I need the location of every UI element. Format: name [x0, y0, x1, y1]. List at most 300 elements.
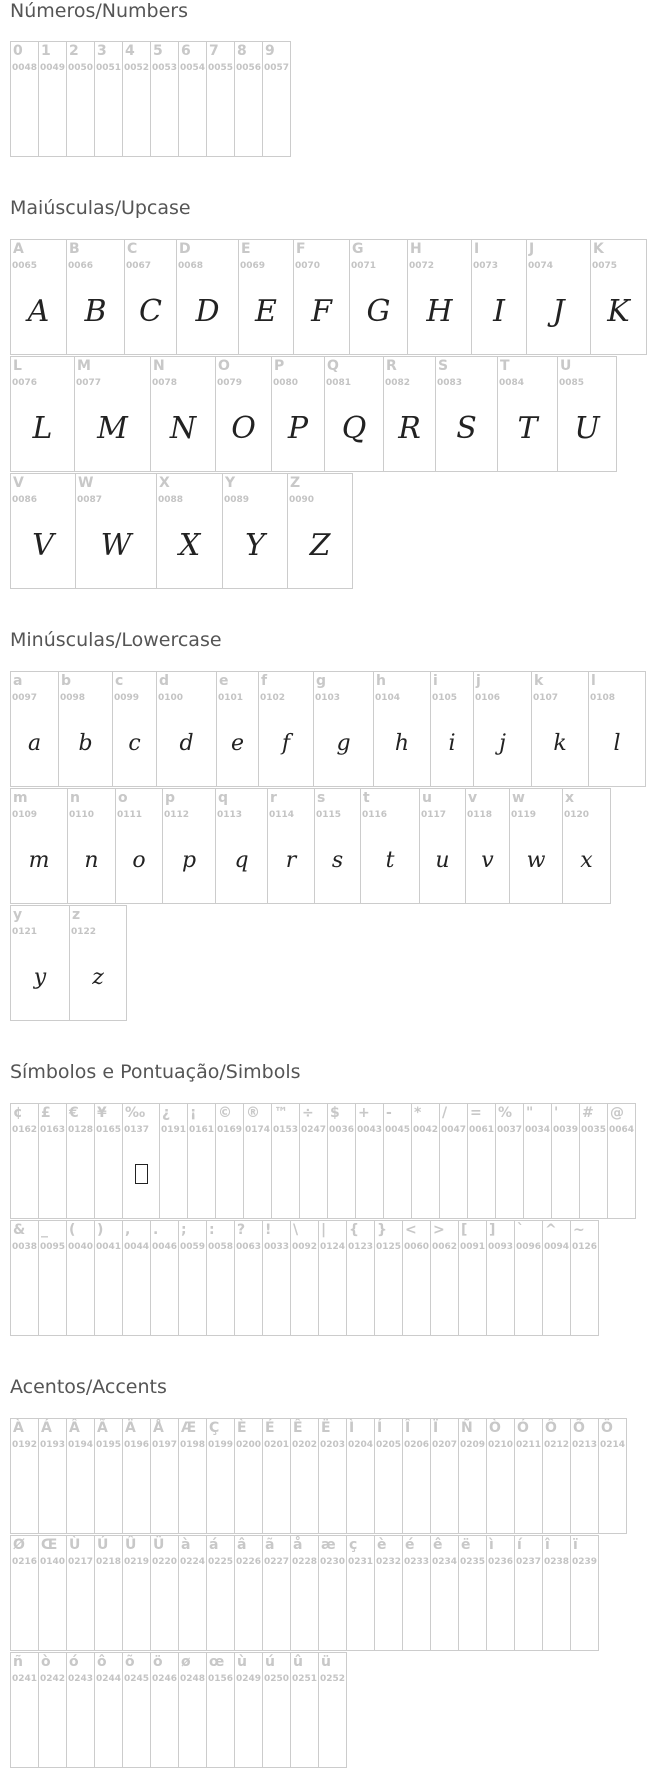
cell-char-code: 0035 — [581, 1125, 607, 1135]
cell-char-code: 0115 — [316, 810, 342, 820]
glyph-cell — [234, 1535, 263, 1651]
cell-character-label: ~ — [573, 1222, 585, 1238]
cell-character-label: ø — [181, 1654, 191, 1670]
cell-char-code: 0196 — [124, 1440, 150, 1450]
cell-char-code: 0060 — [404, 1242, 430, 1252]
cell-char-code: 0073 — [473, 261, 499, 271]
glyph-cell — [122, 1535, 151, 1651]
cell-character-label: Ê — [293, 1420, 303, 1436]
cell-char-code: 0217 — [68, 1557, 94, 1567]
cell-char-code: 0086 — [12, 495, 38, 505]
glyph-cell — [178, 1418, 207, 1534]
glyph-cell — [509, 788, 563, 904]
glyph-preview: v — [481, 848, 494, 873]
glyph-cell — [38, 1418, 67, 1534]
glyph-cell — [458, 1418, 487, 1534]
glyph-cell — [69, 905, 127, 1021]
cell-character-label: J — [529, 241, 535, 257]
cell-character-label: Ñ — [461, 1420, 473, 1436]
glyph-row — [10, 356, 616, 472]
glyph-cell — [178, 41, 207, 157]
cell-character-label: £ — [41, 1105, 51, 1121]
cell-character-label: & — [13, 1222, 26, 1238]
glyph-cell — [10, 239, 67, 355]
cell-character-label: ¡ — [190, 1105, 197, 1121]
glyph-cell — [402, 1535, 431, 1651]
cell-char-code: 0070 — [295, 261, 321, 271]
glyph-preview: l — [613, 731, 621, 756]
cell-char-code: 0241 — [12, 1674, 38, 1684]
glyph-cell — [598, 1418, 627, 1534]
glyph-cell — [458, 1220, 487, 1336]
cell-character-label: z — [72, 907, 81, 923]
glyph-cell — [159, 1103, 188, 1219]
glyph-cell — [318, 1220, 347, 1336]
cell-char-code: 0111 — [117, 810, 143, 820]
cell-char-code: 0094 — [544, 1242, 570, 1252]
cell-char-code: 0074 — [528, 261, 554, 271]
cell-character-label: * — [414, 1105, 422, 1121]
cell-character-label: Ú — [97, 1537, 109, 1553]
cell-character-label: Q — [327, 358, 339, 374]
cell-char-code: 0087 — [77, 495, 103, 505]
cell-character-label: W — [78, 475, 94, 491]
cell-character-label: r — [270, 790, 277, 806]
glyph-cell — [10, 671, 59, 787]
cell-character-label: = — [470, 1105, 482, 1121]
cell-char-code: 0219 — [124, 1557, 150, 1567]
glyph-cell — [374, 1535, 403, 1651]
cell-character-label: o — [118, 790, 128, 806]
cell-character-label: 3 — [97, 43, 107, 59]
cell-character-label: à — [181, 1537, 191, 1553]
cell-char-code: 0220 — [152, 1557, 178, 1567]
glyph-cell — [570, 1220, 599, 1336]
glyph-preview: f — [281, 731, 291, 756]
cell-character-label: ; — [181, 1222, 187, 1238]
glyph-cell — [94, 1535, 123, 1651]
cell-character-label: ù — [237, 1654, 247, 1670]
glyph-cell — [262, 1535, 291, 1651]
glyph-cell — [10, 356, 75, 472]
cell-character-label: ì — [489, 1537, 494, 1553]
glyph-preview: E — [255, 294, 277, 329]
cell-char-code: 0039 — [553, 1125, 579, 1135]
cell-char-code: 0072 — [409, 261, 435, 271]
cell-char-code: 0252 — [320, 1674, 346, 1684]
glyph-preview: X — [178, 528, 201, 563]
glyph-preview: A — [27, 294, 50, 329]
glyph-cell — [74, 356, 151, 472]
cell-char-code: 0092 — [292, 1242, 318, 1252]
cell-character-label: \ — [293, 1222, 299, 1238]
cell-char-code: 0049 — [40, 63, 66, 73]
glyph-cell — [486, 1535, 515, 1651]
cell-character-label: F — [296, 241, 306, 257]
cell-character-label: P — [274, 358, 285, 374]
cell-char-code: 0046 — [152, 1242, 178, 1252]
cell-char-code: 0062 — [432, 1242, 458, 1252]
cell-character-label: D — [179, 241, 191, 257]
glyph-cell — [290, 1652, 319, 1768]
glyph-cell — [150, 1652, 179, 1768]
cell-char-code: 0091 — [460, 1242, 486, 1252]
glyph-preview: H — [426, 294, 453, 329]
glyph-cell — [38, 1220, 67, 1336]
glyph-cell — [411, 1103, 440, 1219]
glyph-cell — [238, 239, 294, 355]
cell-character-label: , — [125, 1222, 131, 1238]
glyph-cell — [94, 1652, 123, 1768]
glyph-cell — [67, 788, 116, 904]
glyph-cell — [150, 1220, 179, 1336]
cell-char-code: 0066 — [68, 261, 94, 271]
cell-character-label: ] — [489, 1222, 496, 1238]
cell-char-code: 0198 — [180, 1440, 206, 1450]
glyph-cell — [313, 671, 374, 787]
cell-character-label: e — [219, 673, 229, 689]
cell-character-label: ` — [517, 1222, 524, 1238]
cell-char-code: 0055 — [208, 63, 234, 73]
cell-character-label: L — [13, 358, 22, 374]
glyph-preview: h — [394, 731, 410, 756]
glyph-cell — [156, 671, 217, 787]
glyph-cell — [402, 1418, 431, 1534]
cell-character-label: : — [209, 1222, 215, 1238]
glyph-cell — [557, 356, 617, 472]
cell-character-label: 5 — [153, 43, 163, 59]
glyph-cell — [486, 1418, 515, 1534]
glyph-cell — [430, 671, 474, 787]
cell-char-code: 0038 — [12, 1242, 38, 1252]
glyph-row — [10, 239, 646, 355]
glyph-cell — [122, 41, 151, 157]
glyph-cell — [10, 905, 70, 1021]
cell-character-label: . — [153, 1222, 159, 1238]
glyph-row — [10, 473, 352, 589]
glyph-cell — [156, 473, 223, 589]
cell-char-code: 0036 — [329, 1125, 355, 1135]
cell-char-code: 0250 — [264, 1674, 290, 1684]
cell-char-code: 0057 — [264, 63, 290, 73]
glyph-cell — [234, 1652, 263, 1768]
cell-character-label: Y — [225, 475, 236, 491]
glyph-cell — [10, 1103, 39, 1219]
cell-char-code: 0047 — [441, 1125, 467, 1135]
glyph-cell — [471, 239, 527, 355]
glyph-cell — [383, 1103, 412, 1219]
glyph-cell — [150, 356, 216, 472]
cell-character-label: õ — [125, 1654, 135, 1670]
cell-char-code: 0063 — [236, 1242, 262, 1252]
cell-character-label: Ù — [69, 1537, 81, 1553]
glyph-preview: N — [169, 411, 197, 446]
cell-char-code: 0098 — [60, 693, 86, 703]
cell-character-label: Í — [377, 1420, 383, 1436]
cell-character-label: ü — [321, 1654, 331, 1670]
cell-char-code: 0045 — [385, 1125, 411, 1135]
cell-character-label: è — [377, 1537, 387, 1553]
cell-character-label: g — [316, 673, 327, 689]
cell-char-code: 0174 — [245, 1125, 271, 1135]
glyph-cell — [514, 1418, 543, 1534]
glyph-cell — [262, 1418, 291, 1534]
glyph-cell — [318, 1652, 347, 1768]
cell-character-label: ë — [461, 1537, 471, 1553]
glyph-preview: D — [195, 294, 220, 329]
cell-char-code: 0082 — [385, 378, 411, 388]
cell-character-label: d — [159, 673, 170, 689]
cell-character-label: ç — [349, 1537, 358, 1553]
cell-char-code: 0169 — [217, 1125, 243, 1135]
cell-character-label: ^ — [545, 1222, 557, 1238]
glyph-preview: O — [231, 411, 256, 446]
cell-character-label: l — [591, 673, 596, 689]
glyph-cell — [222, 473, 288, 589]
cell-char-code: 0163 — [40, 1125, 66, 1135]
cell-character-label: w — [512, 790, 525, 806]
glyph-cell — [66, 1220, 95, 1336]
glyph-cell — [495, 1103, 524, 1219]
glyph-cell — [94, 1220, 123, 1336]
glyph-preview: m — [28, 848, 50, 873]
cell-character-label: Ö — [601, 1420, 613, 1436]
glyph-cell — [66, 1652, 95, 1768]
cell-char-code: 0128 — [68, 1125, 94, 1135]
cell-char-code: 0041 — [96, 1242, 122, 1252]
cell-char-code: 0043 — [357, 1125, 383, 1135]
glyph-cell — [579, 1103, 608, 1219]
cell-char-code: 0076 — [12, 378, 38, 388]
glyph-cell — [327, 1103, 356, 1219]
glyph-cell — [467, 1103, 496, 1219]
cell-char-code: 0108 — [590, 693, 616, 703]
cell-char-code: 0117 — [421, 810, 447, 820]
cell-character-label: " — [526, 1105, 534, 1121]
glyph-cell — [346, 1220, 375, 1336]
cell-character-label: | — [321, 1222, 327, 1238]
cell-character-label: t — [363, 790, 370, 806]
glyph-cell — [590, 239, 647, 355]
glyph-cell — [324, 356, 384, 472]
cell-char-code: 0237 — [516, 1557, 542, 1567]
glyph-cell — [355, 1103, 384, 1219]
glyph-preview: d — [179, 731, 194, 756]
cell-char-code: 0230 — [320, 1557, 346, 1567]
cell-character-label: ! — [265, 1222, 272, 1238]
cell-character-label: æ — [321, 1537, 336, 1553]
glyph-cell — [290, 1418, 319, 1534]
cell-char-code: 0248 — [180, 1674, 206, 1684]
cell-character-label: T — [500, 358, 510, 374]
glyph-cell — [206, 1418, 235, 1534]
glyph-cell — [570, 1418, 599, 1534]
glyph-cell — [299, 1103, 328, 1219]
glyph-cell — [66, 1103, 95, 1219]
cell-character-label: X — [159, 475, 170, 491]
cell-char-code: 0116 — [362, 810, 388, 820]
cell-char-code: 0119 — [511, 810, 537, 820]
glyph-cell — [115, 788, 163, 904]
cell-character-label: Õ — [573, 1420, 585, 1436]
cell-char-code: 0064 — [609, 1125, 635, 1135]
cell-character-label: ¢ — [13, 1105, 23, 1121]
cell-character-label: B — [69, 241, 80, 257]
glyph-cell — [542, 1220, 571, 1336]
glyph-preview: u — [435, 848, 450, 873]
cell-char-code: 0235 — [460, 1557, 486, 1567]
cell-character-label: < — [405, 1222, 417, 1238]
glyph-cell — [458, 1535, 487, 1651]
cell-character-label: Z — [290, 475, 301, 491]
cell-character-label: # — [582, 1105, 594, 1121]
glyph-cell — [271, 356, 325, 472]
glyph-cell — [419, 788, 466, 904]
glyph-cell — [178, 1535, 207, 1651]
glyph-preview: Z — [309, 528, 331, 563]
glyph-row — [10, 41, 290, 157]
glyph-cell — [187, 1103, 216, 1219]
glyph-cell — [122, 1652, 151, 1768]
cell-character-label: N — [153, 358, 165, 374]
glyph-preview: z — [92, 965, 104, 990]
cell-character-label: H — [410, 241, 422, 257]
glyph-cell — [10, 1220, 39, 1336]
glyph-cell — [94, 1418, 123, 1534]
glyph-cell — [124, 239, 177, 355]
cell-char-code: 0199 — [208, 1440, 234, 1450]
cell-character-label: ' — [554, 1105, 559, 1121]
glyph-cell — [94, 1103, 123, 1219]
cell-char-code: 0126 — [572, 1242, 598, 1252]
glyph-preview: P — [287, 411, 309, 446]
glyph-cell — [360, 788, 420, 904]
glyph-cell — [407, 239, 472, 355]
cell-character-label: I — [474, 241, 480, 257]
glyph-cell — [588, 671, 646, 787]
cell-char-code: 0097 — [12, 693, 38, 703]
glyph-cell — [10, 1652, 39, 1768]
glyph-cell — [435, 356, 498, 472]
cell-char-code: 0077 — [76, 378, 102, 388]
cell-char-code: 0107 — [533, 693, 559, 703]
cell-character-label: À — [13, 1420, 24, 1436]
cell-char-code: 0099 — [114, 693, 140, 703]
glyph-preview: i — [448, 731, 456, 756]
glyph-cell — [262, 41, 291, 157]
cell-char-code: 0089 — [224, 495, 250, 505]
glyph-cell — [373, 671, 431, 787]
glyph-preview: g — [336, 731, 351, 756]
cell-char-code: 0238 — [544, 1557, 570, 1567]
cell-char-code: 0114 — [269, 810, 295, 820]
cell-character-label: U — [560, 358, 572, 374]
cell-char-code: 0037 — [497, 1125, 523, 1135]
cell-character-label: Å — [153, 1420, 164, 1436]
glyph-preview: V — [32, 528, 54, 563]
glyph-cell — [162, 788, 216, 904]
glyph-cell — [94, 41, 123, 157]
cell-char-code: 0081 — [326, 378, 352, 388]
cell-char-code: 0200 — [236, 1440, 262, 1450]
cell-character-label: s — [317, 790, 326, 806]
cell-char-code: 0067 — [126, 261, 152, 271]
cell-char-code: 0246 — [152, 1674, 178, 1684]
cell-char-code: 0102 — [260, 693, 286, 703]
glyph-cell — [607, 1103, 636, 1219]
cell-char-code: 0105 — [432, 693, 458, 703]
glyph-cell — [38, 1103, 67, 1219]
cell-character-label: í — [517, 1537, 522, 1553]
cell-char-code: 0042 — [413, 1125, 439, 1135]
cell-character-label: ) — [97, 1222, 104, 1238]
cell-char-code: 0201 — [264, 1440, 290, 1450]
glyph-preview: Y — [245, 528, 265, 563]
glyph-cell — [374, 1220, 403, 1336]
glyph-preview: G — [366, 294, 391, 329]
glyph-preview: B — [84, 294, 107, 329]
cell-character-label: ¥ — [97, 1105, 107, 1121]
cell-char-code: 0106 — [475, 693, 501, 703]
glyph-cell — [293, 239, 350, 355]
cell-character-label: O — [218, 358, 230, 374]
cell-character-label: % — [498, 1105, 513, 1121]
cell-char-code: 0165 — [96, 1125, 122, 1135]
cell-char-code: 0192 — [12, 1440, 38, 1450]
cell-char-code: 0191 — [161, 1125, 187, 1135]
cell-character-label: [ — [461, 1222, 468, 1238]
cell-character-label: ó — [69, 1654, 79, 1670]
glyph-cell — [287, 473, 353, 589]
cell-char-code: 0112 — [164, 810, 190, 820]
cell-char-code: 0056 — [236, 63, 262, 73]
glyph-cell — [122, 1103, 160, 1219]
glyph-cell — [290, 1535, 319, 1651]
glyph-preview: J — [552, 294, 565, 329]
cell-char-code: 0236 — [488, 1557, 514, 1567]
cell-char-code: 0226 — [236, 1557, 262, 1567]
cell-character-label: ô — [97, 1654, 107, 1670]
glyph-cell — [178, 1220, 207, 1336]
cell-char-code: 0124 — [320, 1242, 346, 1252]
cell-character-label: Á — [41, 1420, 52, 1436]
cell-character-label: / — [442, 1105, 448, 1121]
cell-character-label: y — [13, 907, 23, 923]
cell-character-label: î — [545, 1537, 550, 1553]
glyph-preview: F — [311, 294, 332, 329]
glyph-cell — [318, 1535, 347, 1651]
cell-char-code: 0110 — [69, 810, 95, 820]
cell-char-code: 0101 — [218, 693, 244, 703]
cell-char-code: 0050 — [68, 63, 94, 73]
cell-character-label: 7 — [209, 43, 219, 59]
cell-char-code: 0069 — [240, 261, 266, 271]
cell-char-code: 0225 — [208, 1557, 234, 1567]
cell-char-code: 0096 — [516, 1242, 542, 1252]
glyph-preview: c — [128, 731, 141, 756]
cell-character-label: Ì — [349, 1420, 355, 1436]
cell-character-label: Â — [69, 1420, 80, 1436]
glyph-cell — [150, 1535, 179, 1651]
glyph-cell — [465, 788, 510, 904]
cell-char-code: 0085 — [559, 378, 585, 388]
cell-char-code: 0137 — [124, 1125, 150, 1135]
cell-char-code: 0071 — [351, 261, 377, 271]
cell-char-code: 0100 — [158, 693, 184, 703]
cell-char-code: 0113 — [217, 810, 243, 820]
cell-character-label: ? — [237, 1222, 246, 1238]
cell-character-label: ‰ — [125, 1105, 146, 1121]
